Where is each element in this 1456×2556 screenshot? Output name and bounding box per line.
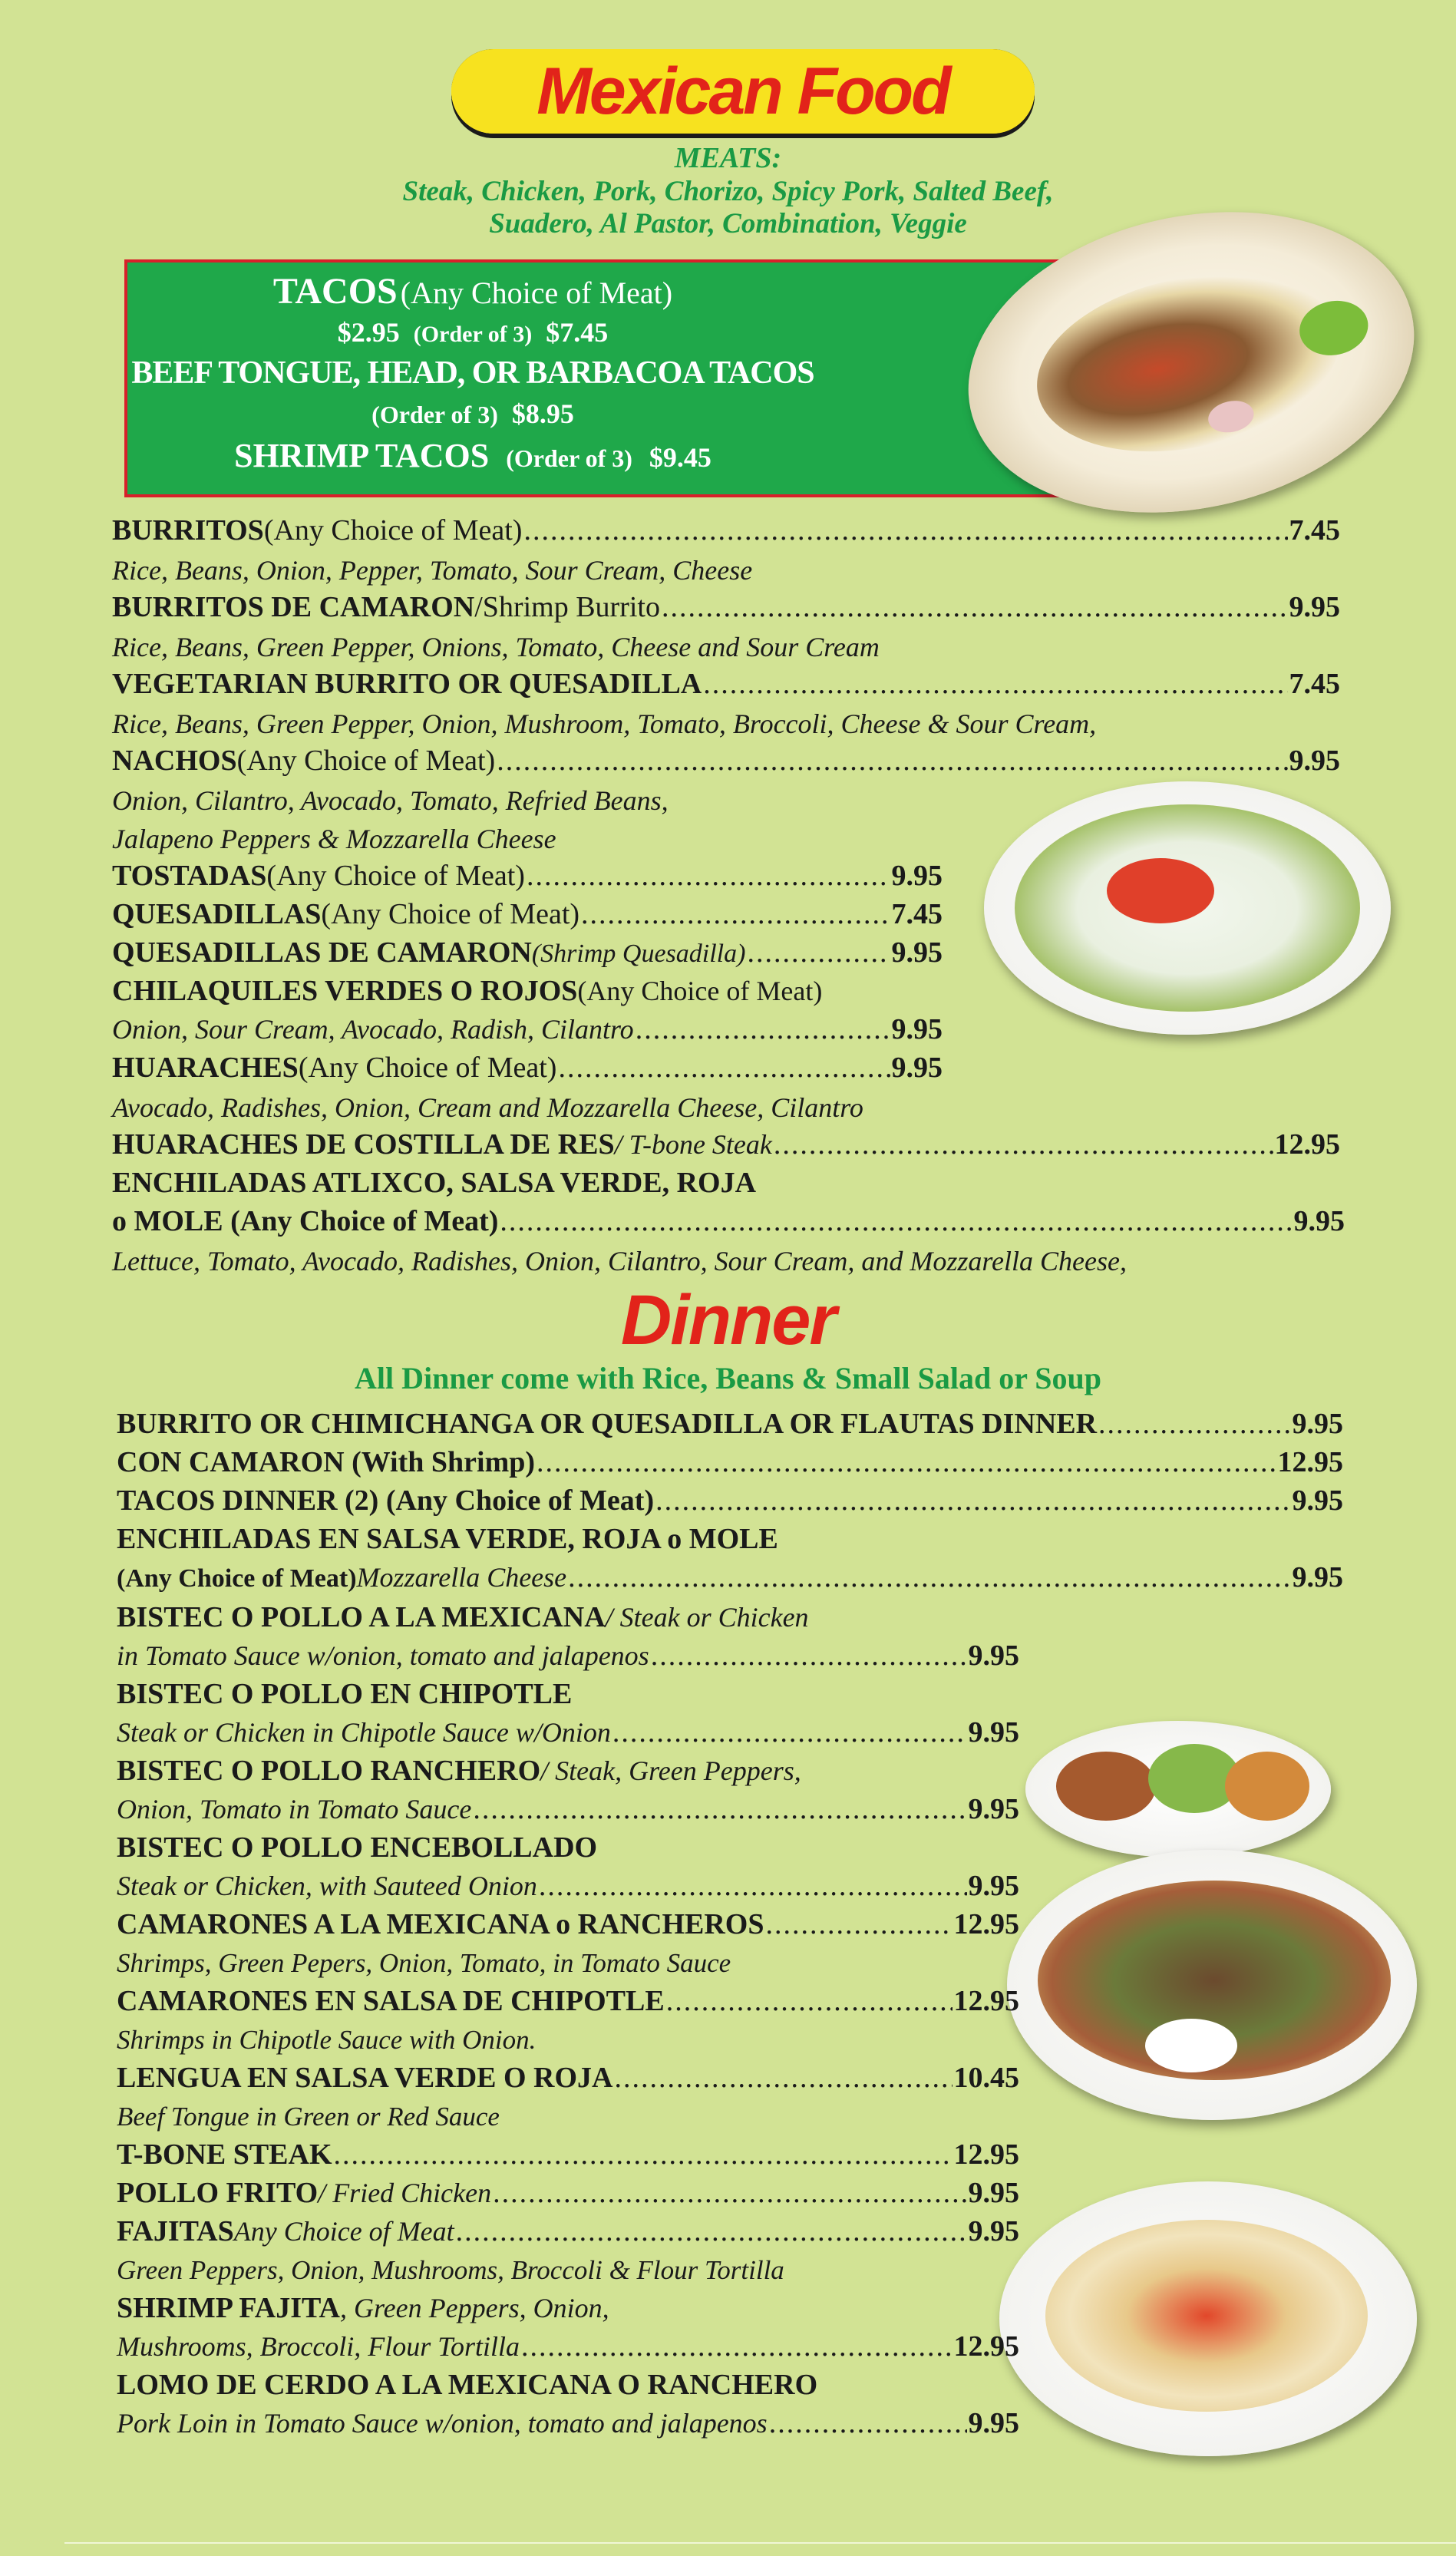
price: 9.95 bbox=[891, 860, 943, 892]
shrimp-tacos-name: SHRIMP TACOS bbox=[234, 437, 490, 474]
dinner-item-desc: Shrimps in Chipotle Sauce with Onion. bbox=[117, 2025, 537, 2055]
tacos-single-price: $2.95 bbox=[337, 317, 400, 348]
dinner-item-lomo-de-cerdo: LOMO DE CERDO A LA MEXICANA O RANCHERO bbox=[117, 2369, 818, 2401]
dinner-item-bistec-mexicana-desc: in Tomato Sauce w/onion, tomato and jalapenos ..... 9.95 bbox=[117, 1641, 1019, 1670]
price: 12.95 bbox=[1274, 1128, 1340, 1161]
price: 9.95 bbox=[1289, 591, 1340, 623]
dinner-item-pollo-frito: POLLO FRITO / Fried Chicken ..... 9.95 bbox=[117, 2178, 1019, 2208]
dinner-plate-image-2 bbox=[1007, 1850, 1417, 2120]
shrimp-tacos-order: (Order of 3) bbox=[506, 444, 632, 472]
tacos-box bbox=[124, 259, 1067, 497]
dinner-item-enchiladas: ENCHILADAS EN SALSA VERDE, ROJA o MOLE bbox=[117, 1523, 778, 1555]
menu-item-quesadillas: QUESADILLAS (Any Choice of Meat) ..... 7.45 bbox=[112, 900, 943, 929]
dinner-item-bistec-ranchero-desc: Onion, Tomato in Tomato Sauce ..... 9.95 bbox=[117, 1795, 1019, 1824]
dinner-item-tacos-dinner: TACOS DINNER (2) (Any Choice of Meat) ..... 9.95 bbox=[117, 1486, 1343, 1515]
price: 9.95 bbox=[1292, 1484, 1343, 1517]
menu-item-vegetarian-burrito: VEGETARIAN BURRITO OR QUESADILLA ..... 7.45 bbox=[112, 669, 1340, 698]
menu-item-desc: Onion, Cilantro, Avocado, Tomato, Refried Beans, bbox=[112, 785, 669, 816]
price: 9.95 bbox=[891, 1013, 943, 1045]
tacos-name: TACOS bbox=[272, 271, 398, 312]
menu-item-desc: Jalapeno Peppers & Mozzarella Cheese bbox=[112, 824, 556, 854]
dinner-subtitle: All Dinner come with Rice, Beans & Small Salad or Soup bbox=[354, 1361, 1102, 1395]
dinner-item-shrimp-fajita: SHRIMP FAJITA , Green Peppers, Onion, bbox=[117, 2292, 609, 2324]
price: 12.95 bbox=[953, 1908, 1019, 1940]
menu-item-chilaquiles-desc: Onion, Sour Cream, Avocado, Radish, Cilantro ..... 9.95 bbox=[112, 1015, 943, 1044]
price: 9.95 bbox=[1293, 1205, 1345, 1237]
menu-item-chilaquiles: CHILAQUILES VERDES O ROJOS (Any Choice of Meat) bbox=[112, 975, 823, 1007]
price: 9.95 bbox=[968, 2215, 1019, 2247]
beef-tacos-order: (Order of 3) bbox=[371, 401, 498, 428]
menu-item-desc: Rice, Beans, Onion, Pepper, Tomato, Sour Cream, Cheese bbox=[112, 555, 753, 586]
dinner-item-bistec-chipotle-desc: Steak or Chicken in Chipotle Sauce w/Onion ..... 9.95 bbox=[117, 1718, 1019, 1747]
dinner-item-bistec-mexicana: BISTEC O POLLO A LA MEXICANA / Steak or Chicken bbox=[117, 1601, 809, 1633]
price: 9.95 bbox=[891, 1052, 943, 1084]
menu-item-desc: Rice, Beans, Green Pepper, Onion, Mushroom, Tomato, Broccoli, Cheese & Sour Cream, bbox=[112, 708, 1097, 739]
meats-list-line2: Suadero, Al Pastor, Combination, Veggie bbox=[489, 208, 967, 239]
price: 9.95 bbox=[968, 1793, 1019, 1825]
menu-item-burritos: BURRITOS (Any Choice of Meat) ..... 7.45 bbox=[112, 516, 1340, 545]
bottom-divider bbox=[64, 2542, 1456, 2544]
price: 9.95 bbox=[1292, 1408, 1343, 1440]
shrimp-tacos-price: $9.45 bbox=[649, 442, 711, 473]
dinner-plate-image-3 bbox=[999, 2181, 1417, 2456]
tacos-order-price: $7.45 bbox=[546, 317, 609, 348]
tacos-order-note: (Order of 3) bbox=[413, 322, 533, 347]
dinner-item-lomo-de-cerdo-desc: Pork Loin in Tomato Sauce w/onion, tomato and jalapenos ..... 9.95 bbox=[117, 2409, 1019, 2438]
dinner-item-bistec-chipotle: BISTEC O POLLO EN CHIPOTLE bbox=[117, 1678, 573, 1710]
price: 9.95 bbox=[1292, 1561, 1343, 1593]
menu-item-desc: Rice, Beans, Green Pepper, Onions, Tomato, Cheese and Sour Cream bbox=[112, 632, 880, 662]
menu-item-burritos-de-camaron: BURRITOS DE CAMARON /Shrimp Burrito ..... 9.95 bbox=[112, 593, 1340, 622]
menu-item-desc: Avocado, Radishes, Onion, Cream and Mozzarella Cheese, Cilantro bbox=[112, 1092, 863, 1123]
meats-label: MEATS: bbox=[674, 142, 782, 174]
menu-item-nachos: NACHOS (Any Choice of Meat) ..... 9.95 bbox=[112, 746, 1340, 775]
dinner-item-desc: Green Peppers, Onion, Mushrooms, Broccoli & Flour Tortilla bbox=[117, 2255, 784, 2285]
dinner-item-lengua: LENGUA EN SALSA VERDE O ROJA ..... 10.45 bbox=[117, 2063, 1019, 2092]
price: 7.45 bbox=[891, 898, 943, 930]
menu-item-huaraches: HUARACHES (Any Choice of Meat) ..... 9.95 bbox=[112, 1053, 943, 1082]
price: 9.95 bbox=[968, 1640, 1019, 1672]
menu-item-huaraches-de-costilla: HUARACHES DE COSTILLA DE RES / T-bone Steak ..... 12.95 bbox=[112, 1130, 1340, 1159]
price: 12.95 bbox=[1277, 1446, 1343, 1478]
dinner-item-enchiladas-detail: (Any Choice of Meat) Mozzarella Cheese ..... 9.95 bbox=[117, 1563, 1343, 1592]
dinner-item-desc: Shrimps, Green Pepers, Onion, Tomato, in Tomato Sauce bbox=[117, 1948, 731, 1978]
dinner-item-burrito-dinner: BURRITO OR CHIMICHANGA OR QUESADILLA OR FLAUTAS DINNER ..... 9.95 bbox=[117, 1409, 1343, 1438]
dinner-item-desc: Beef Tongue in Green or Red Sauce bbox=[117, 2102, 500, 2132]
beef-tacos-price: $8.95 bbox=[511, 398, 574, 429]
menu-item-enchiladas-atlixco: ENCHILADAS ATLIXCO, SALSA VERDE, ROJA bbox=[112, 1167, 757, 1199]
dinner-item-bistec-ranchero: BISTEC O POLLO RANCHERO / Steak, Green Peppers, bbox=[117, 1755, 801, 1787]
dinner-item-fajitas: FAJITAS Any Choice of Meat ..... 9.95 bbox=[117, 2217, 1019, 2246]
price: 10.45 bbox=[953, 2062, 1019, 2094]
dinner-item-bistec-encebollado-desc: Steak or Chicken, with Sauteed Onion ..... 9.95 bbox=[117, 1871, 1019, 1900]
menu-item-tostadas: TOSTADAS (Any Choice of Meat) ..... 9.95 bbox=[112, 861, 943, 890]
tacos-note: (Any Choice of Meat) bbox=[400, 276, 673, 310]
price: 9.95 bbox=[891, 936, 943, 969]
price: 7.45 bbox=[1289, 514, 1340, 547]
dinner-item-con-camaron: CON CAMARON (With Shrimp) ..... 12.95 bbox=[117, 1448, 1343, 1477]
price: 7.45 bbox=[1289, 668, 1340, 700]
price: 12.95 bbox=[953, 2138, 1019, 2171]
price: 9.95 bbox=[968, 2177, 1019, 2209]
dinner-item-bistec-encebollado: BISTEC O POLLO ENCEBOLLADO bbox=[117, 1831, 598, 1864]
price: 12.95 bbox=[953, 1985, 1019, 2017]
dinner-plate-image-1 bbox=[1025, 1721, 1331, 1858]
beef-tacos-name: BEEF TONGUE, HEAD, OR BARBACOA TACOS bbox=[131, 355, 814, 391]
dinner-item-tbone-steak: T-BONE STEAK ..... 12.95 bbox=[117, 2140, 1019, 2169]
price: 9.95 bbox=[1289, 745, 1340, 777]
dinner-title: Dinner bbox=[620, 1281, 836, 1359]
menu-item-mole: o MOLE (Any Choice of Meat) ..... 9.95 bbox=[112, 1207, 1345, 1236]
page-title: Mexican Food bbox=[537, 54, 949, 128]
price: 9.95 bbox=[968, 1716, 1019, 1749]
price: 12.95 bbox=[953, 2330, 1019, 2363]
tostadas-plate-image bbox=[984, 781, 1391, 1035]
menu-item-desc: Lettuce, Tomato, Avocado, Radishes, Onion, Cilantro, Sour Cream, and Mozzarella Cheese, bbox=[112, 1246, 1127, 1276]
price: 9.95 bbox=[968, 2407, 1019, 2439]
dinner-item-camarones-chipotle: CAMARONES EN SALSA DE CHIPOTLE ..... 12.95 bbox=[117, 1986, 1019, 2016]
price: 9.95 bbox=[968, 1870, 1019, 1902]
dinner-item-camarones-mexicana: CAMARONES A LA MEXICANA o RANCHEROS ..... 12.95 bbox=[117, 1910, 1019, 1939]
dinner-item-shrimp-fajita-desc: Mushrooms, Broccoli, Flour Tortilla ..... 12.95 bbox=[117, 2332, 1019, 2361]
menu-item-quesadillas-de-camaron: QUESADILLAS DE CAMARON (Shrimp Quesadilla) ..... 9.95 bbox=[112, 938, 943, 967]
meats-list-line1: Steak, Chicken, Pork, Chorizo, Spicy Pork, Salted Beef, bbox=[402, 176, 1054, 207]
title-banner bbox=[451, 49, 1035, 134]
